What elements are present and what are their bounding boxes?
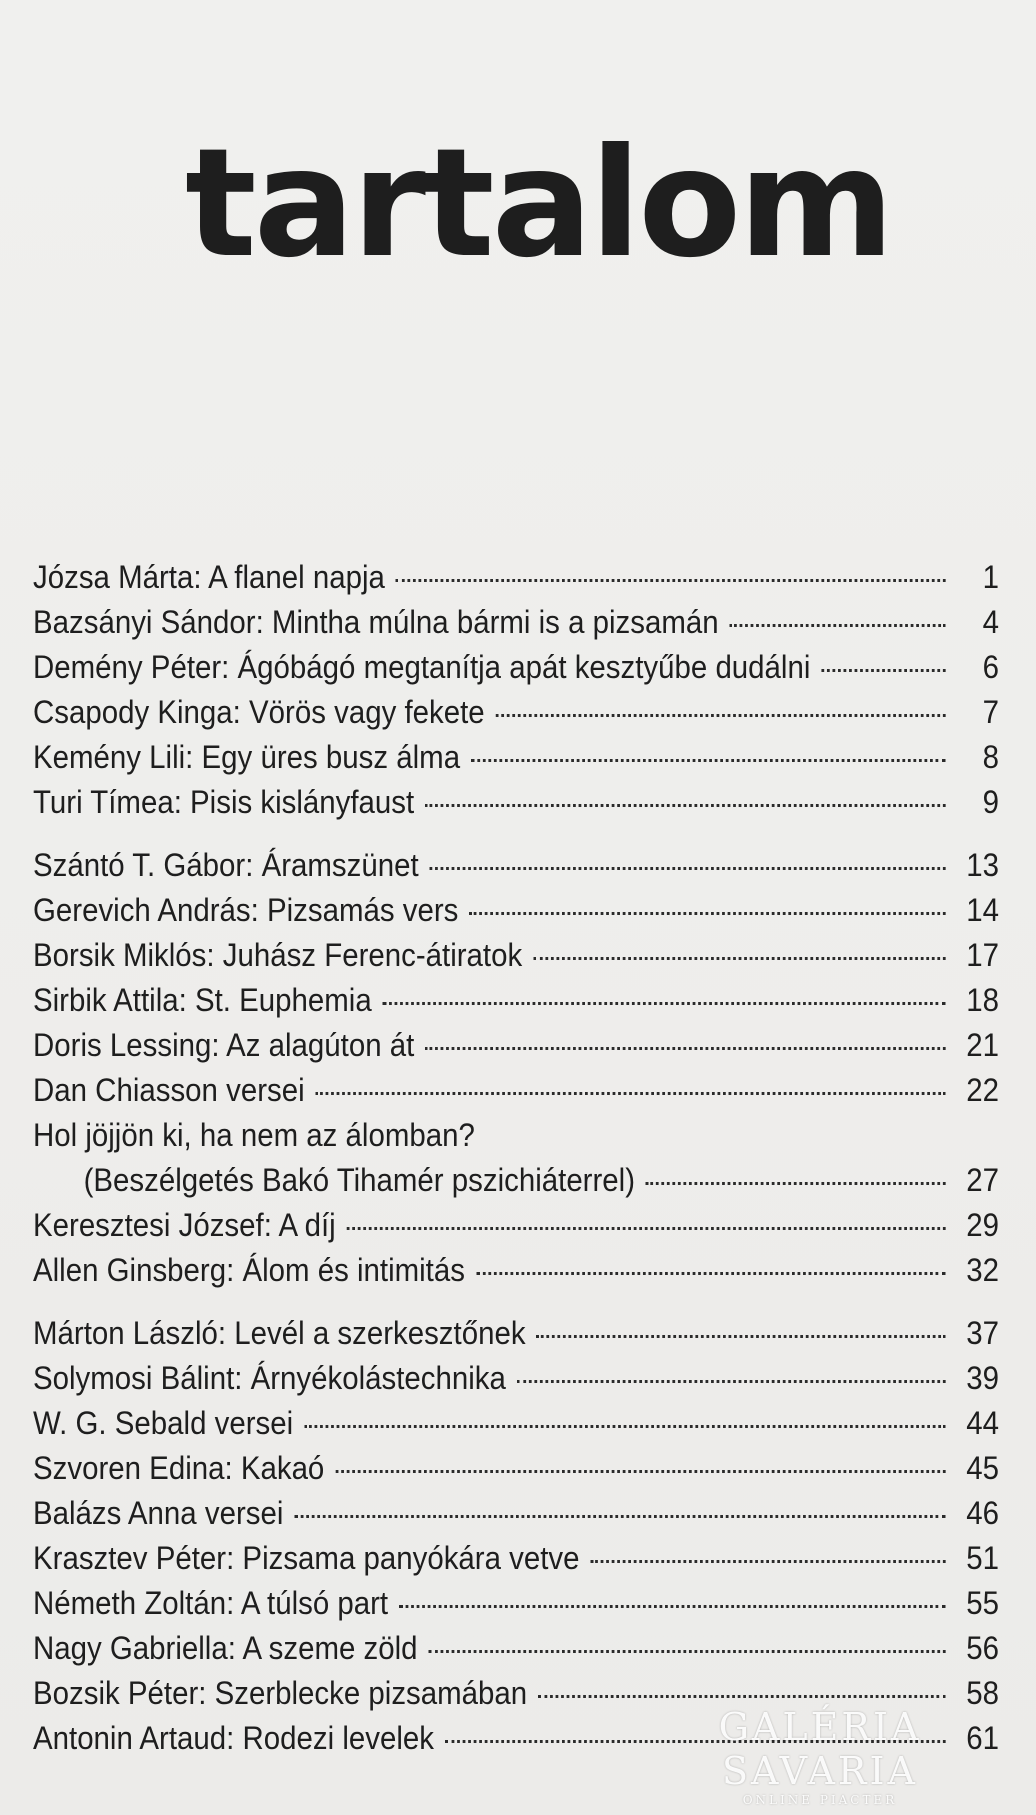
- toc-entry-title: Keresztesi József: A díj: [33, 1207, 336, 1243]
- toc-entry-title: Solymosi Bálint: Árnyékolástechnika: [33, 1360, 506, 1396]
- table-of-contents: [33, 555, 1003, 1779]
- toc-entry: [33, 1671, 999, 1716]
- toc-entry: [33, 1248, 999, 1293]
- toc-page-number: 6: [982, 649, 999, 685]
- toc-entry-title: Dan Chiasson versei: [33, 1072, 305, 1108]
- toc-entry-heading: [33, 1113, 999, 1158]
- dot-leader: [469, 912, 945, 915]
- toc-entry: [33, 735, 999, 780]
- toc-page-number: 22: [966, 1072, 999, 1108]
- dot-leader: [399, 1605, 945, 1608]
- toc-page-number: 58: [966, 1675, 999, 1711]
- toc-entry: [33, 1023, 999, 1068]
- toc-entry: [33, 1203, 999, 1248]
- dot-leader: [646, 1182, 946, 1185]
- dot-leader: [476, 1272, 946, 1275]
- dot-leader: [496, 714, 946, 717]
- dot-leader: [533, 957, 945, 960]
- toc-entry-title: Csapody Kinga: Vörös vagy fekete: [33, 694, 485, 730]
- toc-entry-title: (Beszélgetés Bakó Tihamér pszichiáterrel): [83, 1162, 636, 1198]
- toc-entry-title: Szvoren Edina: Kakaó: [33, 1450, 325, 1486]
- toc-entry-title: Józsa Márta: A flanel napja: [33, 559, 385, 595]
- toc-entry-title: Antonin Artaud: Rodezi levelek: [33, 1720, 434, 1756]
- toc-entry-title: Demény Péter: Ágóbágó megtanítja apát kesztyűbe dudálni: [33, 649, 811, 685]
- toc-page-number: 4: [982, 604, 999, 640]
- toc-page-number: 39: [966, 1360, 999, 1396]
- toc-page-number: 14: [966, 892, 999, 928]
- toc-entry-title: Bozsik Péter: Szerblecke pizsamában: [33, 1675, 528, 1711]
- toc-page-number: 18: [966, 982, 999, 1018]
- toc-entry: [33, 1626, 999, 1671]
- watermark-main-text: GALÉRIA SAVARIA: [718, 1705, 922, 1793]
- dot-leader: [316, 1092, 946, 1095]
- toc-entry: [33, 1068, 999, 1113]
- toc-page-number: 44: [966, 1405, 999, 1441]
- toc-entry-title: Allen Ginsberg: Álom és intimitás: [33, 1252, 465, 1288]
- toc-page-number: 51: [966, 1540, 999, 1576]
- toc-entry-title: Nagy Gabriella: A szeme zöld: [33, 1630, 418, 1666]
- toc-page-number: 9: [982, 784, 999, 820]
- toc-section-3: [33, 1311, 1003, 1761]
- dot-leader: [429, 1650, 946, 1653]
- toc-entry-title: Bazsányi Sándor: Mintha múlna bármi is a pizsamán: [33, 604, 719, 640]
- dot-leader: [304, 1425, 945, 1428]
- toc-section-1: [33, 555, 1003, 825]
- toc-page-number: 17: [966, 937, 999, 973]
- toc-entry-title: Sirbik Attila: St. Euphemia: [33, 982, 372, 1018]
- dot-leader: [517, 1380, 946, 1383]
- toc-entry: [33, 933, 999, 978]
- toc-entry: [33, 978, 999, 1023]
- toc-page-number: 7: [982, 694, 999, 730]
- toc-page-number: 56: [966, 1630, 999, 1666]
- toc-entry: [33, 1716, 999, 1761]
- toc-entry: [33, 1581, 999, 1626]
- toc-page-number: 45: [966, 1450, 999, 1486]
- toc-entry: [33, 555, 999, 600]
- toc-entry-title: Krasztev Péter: Pizsama panyókára vetve: [33, 1540, 580, 1576]
- dot-leader: [591, 1560, 946, 1563]
- toc-page-number: 21: [966, 1027, 999, 1063]
- page-title: tartalom: [185, 116, 892, 291]
- toc-page-number: 61: [966, 1720, 999, 1756]
- toc-page-number: 8: [982, 739, 999, 775]
- dot-leader: [294, 1515, 945, 1518]
- toc-page-number: 32: [966, 1252, 999, 1288]
- dot-leader: [445, 1740, 946, 1743]
- toc-entry: [33, 1158, 999, 1203]
- toc-entry-title: Doris Lessing: Az alagúton át: [33, 1027, 415, 1063]
- dot-leader: [430, 867, 946, 870]
- dot-leader: [425, 1047, 945, 1050]
- toc-entry: [33, 1311, 999, 1356]
- toc-entry: [33, 1491, 999, 1536]
- watermark-sub-text: ONLINE PIACTER: [742, 1793, 898, 1807]
- dot-leader: [821, 669, 945, 672]
- toc-entry: [33, 600, 999, 645]
- dot-leader: [383, 1002, 946, 1005]
- toc-entry-title: Márton László: Levél a szerkesztőnek: [33, 1315, 526, 1351]
- dot-leader: [471, 759, 946, 762]
- dot-leader: [538, 1695, 945, 1698]
- dot-leader: [730, 624, 946, 627]
- toc-page-number: 13: [966, 847, 999, 883]
- toc-entry-title: Turi Tímea: Pisis kislányfaust: [33, 784, 415, 820]
- dot-leader: [335, 1470, 945, 1473]
- dot-leader: [396, 579, 946, 582]
- toc-entry-title: Hol jöjjön ki, ha nem az álomban?: [33, 1117, 475, 1153]
- toc-entry: [33, 843, 999, 888]
- dot-leader: [537, 1335, 946, 1338]
- dot-leader: [425, 804, 945, 807]
- toc-entry: [33, 1356, 999, 1401]
- toc-page-number: 55: [966, 1585, 999, 1621]
- toc-entry: [33, 780, 999, 825]
- toc-page-number: 1: [982, 559, 999, 595]
- toc-page-number: 27: [966, 1162, 999, 1198]
- toc-entry: [33, 888, 999, 933]
- toc-section-2: [33, 843, 1003, 1293]
- toc-entry: [33, 1446, 999, 1491]
- toc-page-number: 46: [966, 1495, 999, 1531]
- toc-entry-title: Borsik Miklós: Juhász Ferenc-átiratok: [33, 937, 523, 973]
- toc-entry-title: Gerevich András: Pizsamás vers: [33, 892, 459, 928]
- toc-entry: [33, 645, 999, 690]
- toc-entry: [33, 1401, 999, 1446]
- toc-entry-title: Szántó T. Gábor: Áramszünet: [33, 847, 419, 883]
- dot-leader: [347, 1227, 946, 1230]
- toc-page-number: 29: [966, 1207, 999, 1243]
- toc-entry-title: Balázs Anna versei: [33, 1495, 284, 1531]
- toc-page-number: 37: [966, 1315, 999, 1351]
- toc-entry: [33, 690, 999, 735]
- toc-entry-title: Kemény Lili: Egy üres busz álma: [33, 739, 461, 775]
- toc-entry: [33, 1536, 999, 1581]
- toc-entry-title: Németh Zoltán: A túlsó part: [33, 1585, 389, 1621]
- toc-entry-title: W. G. Sebald versei: [33, 1405, 294, 1441]
